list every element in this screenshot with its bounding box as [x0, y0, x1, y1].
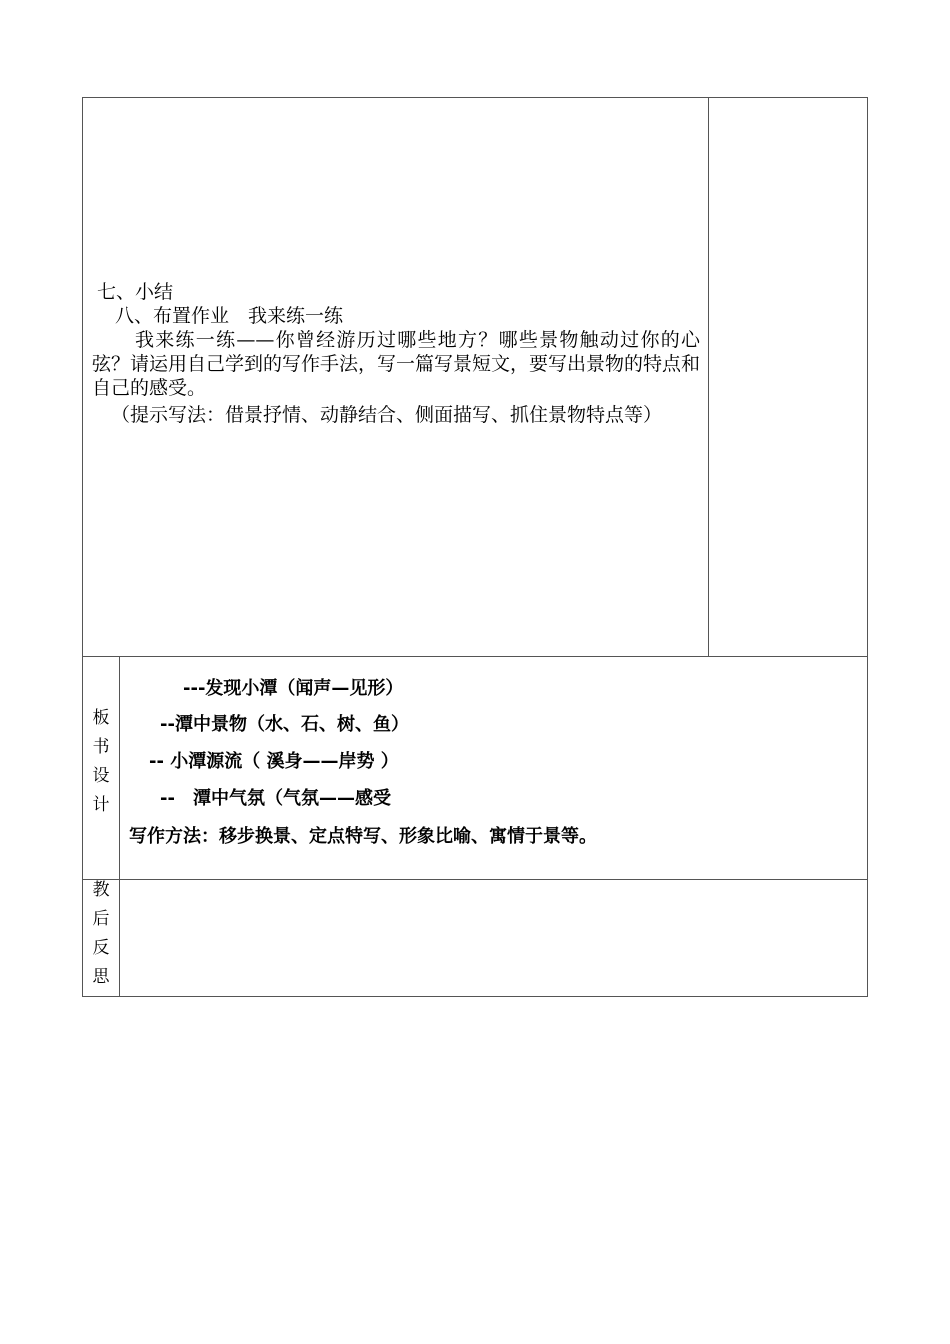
homework-hint: （提示写法：借景抒情、动静结合、侧面描写、抓住景物特点等） — [111, 404, 663, 426]
board-design-label: 板 书 设 计 — [92, 708, 110, 815]
board-line-2: --潭中景物（水、石、树、鱼） — [160, 714, 409, 735]
board-line-5: 写作方法：移步换景、定点特写、形象比喻、寓情于景等。 — [129, 826, 597, 847]
homework-body: 我来练一练——你曾经游历过哪些地方？哪些景物触动过你的心弦？请运用自己学到的写作手法，写一篇写景短文，要写出景物的特点和自己的感受。 — [92, 329, 701, 399]
upper-right-column-divider — [708, 97, 709, 657]
board-line-4: -- 潭中气氛（气氛——感受 — [160, 788, 391, 809]
summary-heading: 七、小结 — [97, 281, 174, 303]
board-line-3: -- 小潭源流（ 溪身——岸势 ） — [149, 751, 399, 772]
homework-heading: 八、布置作业 我来练一练 — [115, 305, 344, 327]
reflection-label: 教 后 反 思 — [92, 880, 110, 987]
reflection-section — [82, 879, 868, 997]
board-line-1: ---发现小潭（闻声—见形） — [183, 678, 404, 699]
